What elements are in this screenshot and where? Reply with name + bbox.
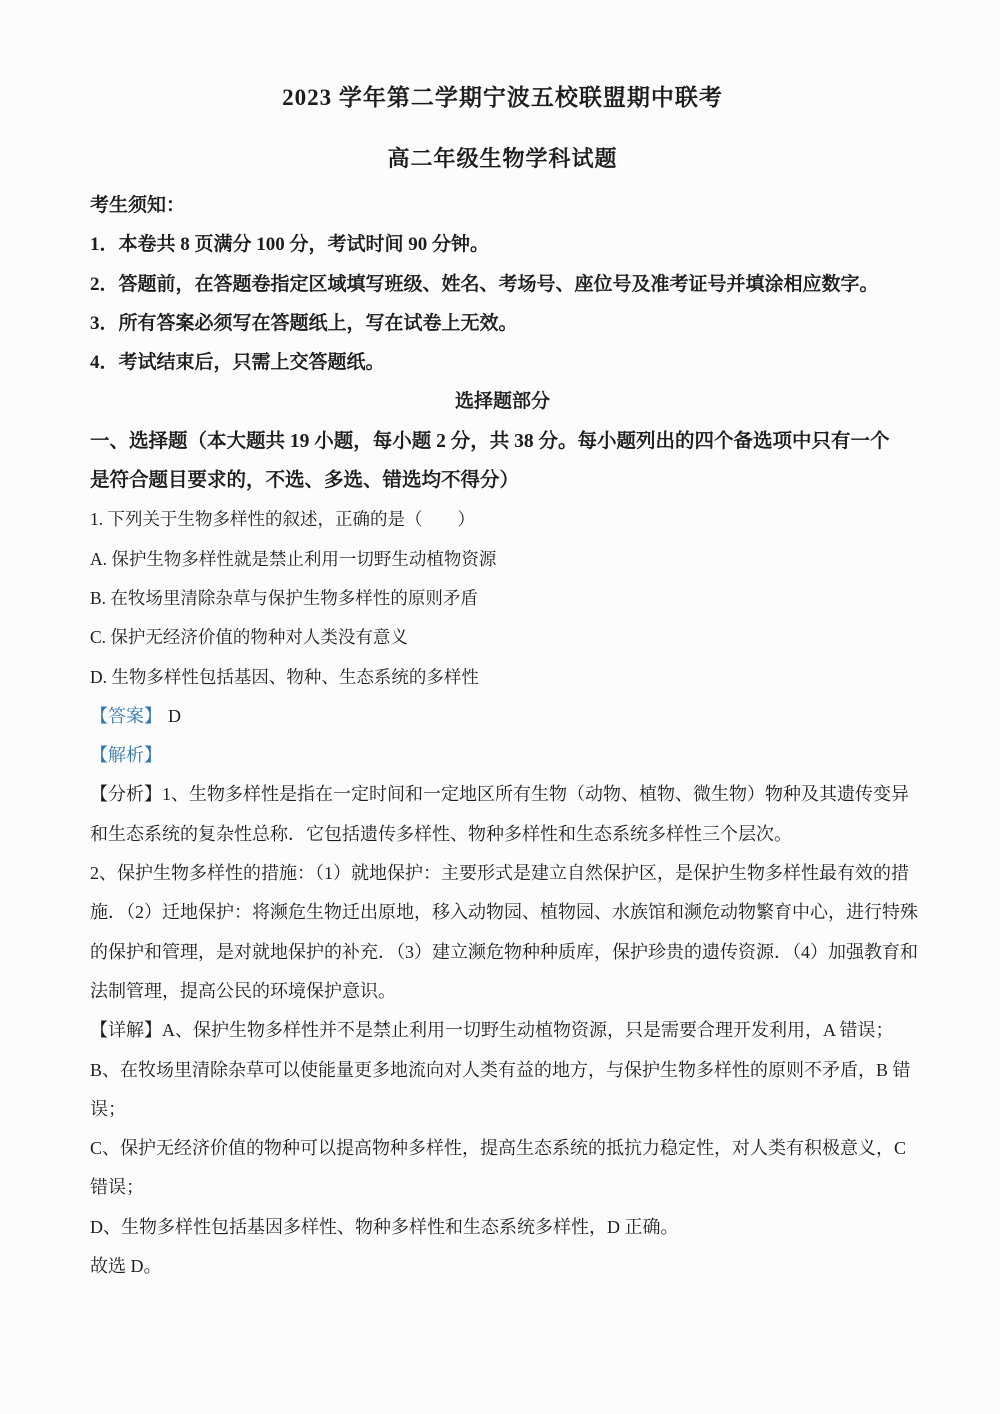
answer-label: 【答案】 — [90, 705, 162, 726]
part-heading: 选择题部分 — [454, 391, 550, 413]
analysis-line: 和生态系统的复杂性总称．它包括遗传多样性、物种多样性和生态系统多样性三个层次。 — [90, 823, 792, 844]
analysis-line: 2、保护生物多样性的措施：（1）就地保护：主要形式是建立自然保护区，是保护生物多样性最有效的措 — [90, 863, 909, 884]
conclusion-text: 故选 D。 — [90, 1256, 162, 1277]
answer-line — [90, 697, 915, 736]
notice-item: 2．答题前，在答题卷指定区域填写班级、姓名、考场号、座位号及准考证号并填涂相应数字。 — [90, 273, 879, 295]
detail-line: C、保护无经济价值的物种可以提高物种多样性，提高生态系统的抵抗力稳定性，对人类有积极意义，C — [90, 1138, 907, 1159]
notice-item: 4．考试结束后，只需上交答题纸。 — [90, 352, 385, 374]
question-option-d: D. 生物多样性包括基因、物种、生态系统的多样性 — [90, 666, 479, 687]
analysis-header-label: 【解析】 — [90, 745, 162, 766]
analysis-line: 法制管理，提高公民的环境保护意识。 — [90, 980, 396, 1001]
notice-item: 1．本卷共 8 页满分 100 分，考试时间 90 分钟。 — [90, 234, 490, 256]
detail-line: B、在牧场里清除杂草可以使能量更多地流向对人类有益的地方，与保护生物多样性的原则不矛盾，B 错 — [90, 1059, 911, 1080]
analysis-line: 施．（2）迁地保护：将濒危生物迁出原地，移入动物园、植物园、水族馆和濒危动物繁育中心，进行特殊 — [90, 902, 918, 923]
detail-line: 错误； — [90, 1177, 144, 1198]
question-option-a: A. 保护生物多样性就是禁止利用一切野生动植物资源 — [90, 548, 497, 569]
section-instruction-line: 一、选择题（本大题共 19 小题，每小题 2 分，共 38 分。每小题列出的四个备选项中只有一个 — [90, 430, 890, 452]
section-instruction-line: 是符合题目要求的，不选、多选、错选均不得分） — [90, 470, 520, 492]
question-option-c: C. 保护无经济价值的物种对人类没有意义 — [90, 627, 408, 648]
question-option-b: B. 在牧场里清除杂草与保护生物多样性的原则矛盾 — [90, 587, 478, 608]
notice-item: 3．所有答案必须写在答题纸上，写在试卷上无效。 — [90, 312, 518, 334]
analysis-header-line — [90, 736, 915, 775]
analysis-line: 的保护和管理，是对就地保护的补充．（3）建立濒危物种种质库，保护珍贵的遗传资源．（4）加强教育和 — [90, 941, 918, 962]
notice-heading: 考生须知： — [90, 195, 186, 216]
document-body — [90, 186, 918, 1286]
detail-line: 误； — [90, 1098, 126, 1119]
question-stem: 1. 下列关于生物多样性的叙述，正确的是（ ） — [90, 509, 475, 530]
detail-line: 【详解】A、保护生物多样性并不是禁止利用一切野生动植物资源，只是需要合理开发利用，A 错误； — [90, 1020, 894, 1041]
page-title: 2023 学年第二学期宁波五校联盟期中联考 — [282, 85, 723, 110]
detail-line: D、生物多样性包括基因多样性、物种多样性和生态系统多样性，D 正确。 — [90, 1216, 679, 1237]
answer-value: D — [168, 705, 181, 726]
analysis-line: 【分析】1、生物多样性是指在一定时间和一定地区所有生物（动物、植物、微生物）物种及其遗传变异 — [90, 784, 909, 805]
page-subtitle: 高二年级生物学科试题 — [387, 146, 618, 171]
